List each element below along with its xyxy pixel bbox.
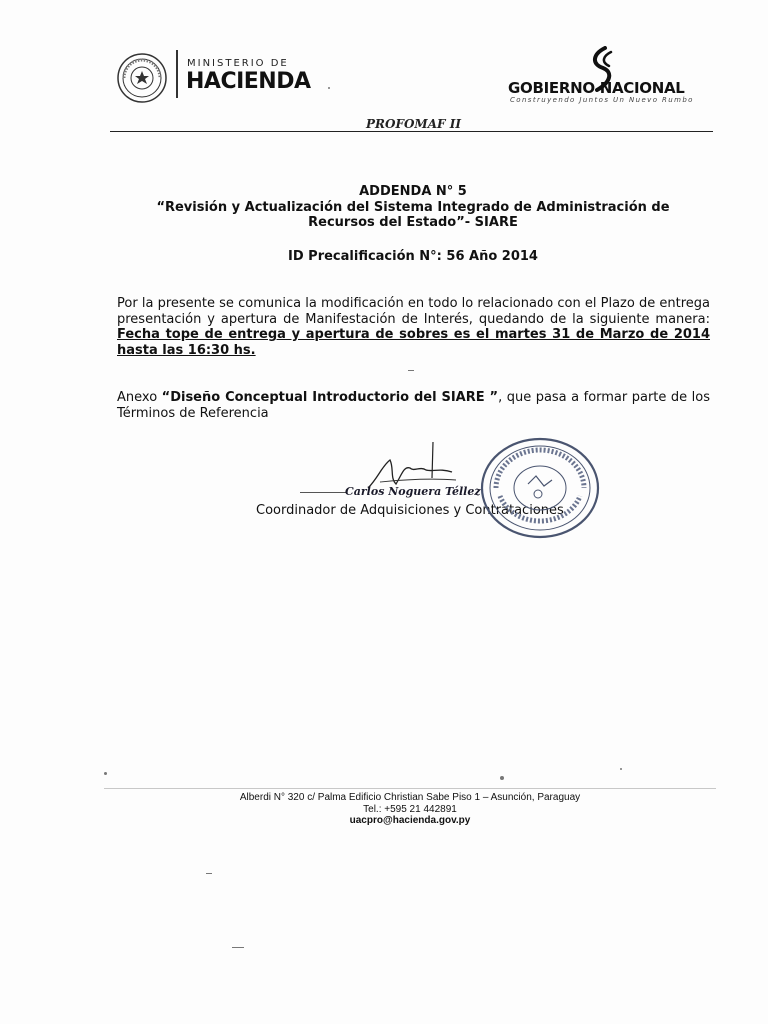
annex-paragraph <box>117 390 710 421</box>
footer <box>104 792 716 827</box>
signature-line <box>300 492 346 493</box>
annex-prefix: Anexo <box>117 390 162 405</box>
annex-title: “Diseño Conceptual Introductorio del SIARE ” <box>161 390 499 405</box>
scan-speck <box>500 776 504 780</box>
footer-rule <box>104 788 716 789</box>
scan-speck <box>232 947 244 948</box>
program-stamp-icon <box>478 436 602 540</box>
scan-speck <box>328 87 330 89</box>
footer-email: uacpro@hacienda.gov.py <box>349 815 471 826</box>
addenda-number: ADDENDA N° 5 <box>359 184 467 199</box>
footer-phone: Tel.: +595 21 442891 <box>363 803 457 815</box>
deadline-paragraph <box>117 296 710 358</box>
deadline-highlight: Fecha tope de entrega y apertura de sobres es el martes 31 de Marzo de 2014 hasta las 16:30 hs. <box>117 327 710 358</box>
scan-speck <box>408 370 414 371</box>
ministry-name: HACIENDA <box>186 69 311 94</box>
signer-role: Coordinador de Adquisiciones y Contrataciones <box>256 503 564 518</box>
national-seal-icon <box>116 52 168 104</box>
annex-suffix: , que pasa a formar parte de los Términos de Referencia <box>117 390 711 421</box>
scan-speck <box>104 772 107 775</box>
gobierno-slogan: Construyendo Juntos Un Nuevo Rumbo <box>510 96 694 104</box>
header-rule <box>110 131 713 132</box>
title-line: Recursos del Estado”- SIARE <box>308 215 518 230</box>
gobierno-nacional-logo: GOBIERNO NACIONAL <box>508 79 685 97</box>
signer-name: Carlos Noguera Téllez <box>345 485 481 498</box>
paragraph-text: Por la presente se comunica la modificación en todo lo relacionado con el Plazo de entrega presentación y apertura de Manifestación de Interés, quedando de la siguiente manera: <box>117 296 710 327</box>
document-title <box>110 184 716 231</box>
program-name: PROFOMAF II <box>366 117 461 131</box>
title-line: “Revisión y Actualización del Sistema Integrado de Administración de <box>156 199 670 215</box>
header-divider <box>176 50 178 98</box>
ministry-label: MINISTERIO DE <box>187 58 289 69</box>
precalification-id: ID Precalificación N°: 56 Año 2014 <box>288 249 538 264</box>
scan-speck <box>206 873 212 874</box>
scan-speck <box>620 768 622 770</box>
footer-address: Alberdi N° 320 c/ Palma Edificio Christian Sabe Piso 1 – Asunción, Paraguay <box>239 792 581 803</box>
